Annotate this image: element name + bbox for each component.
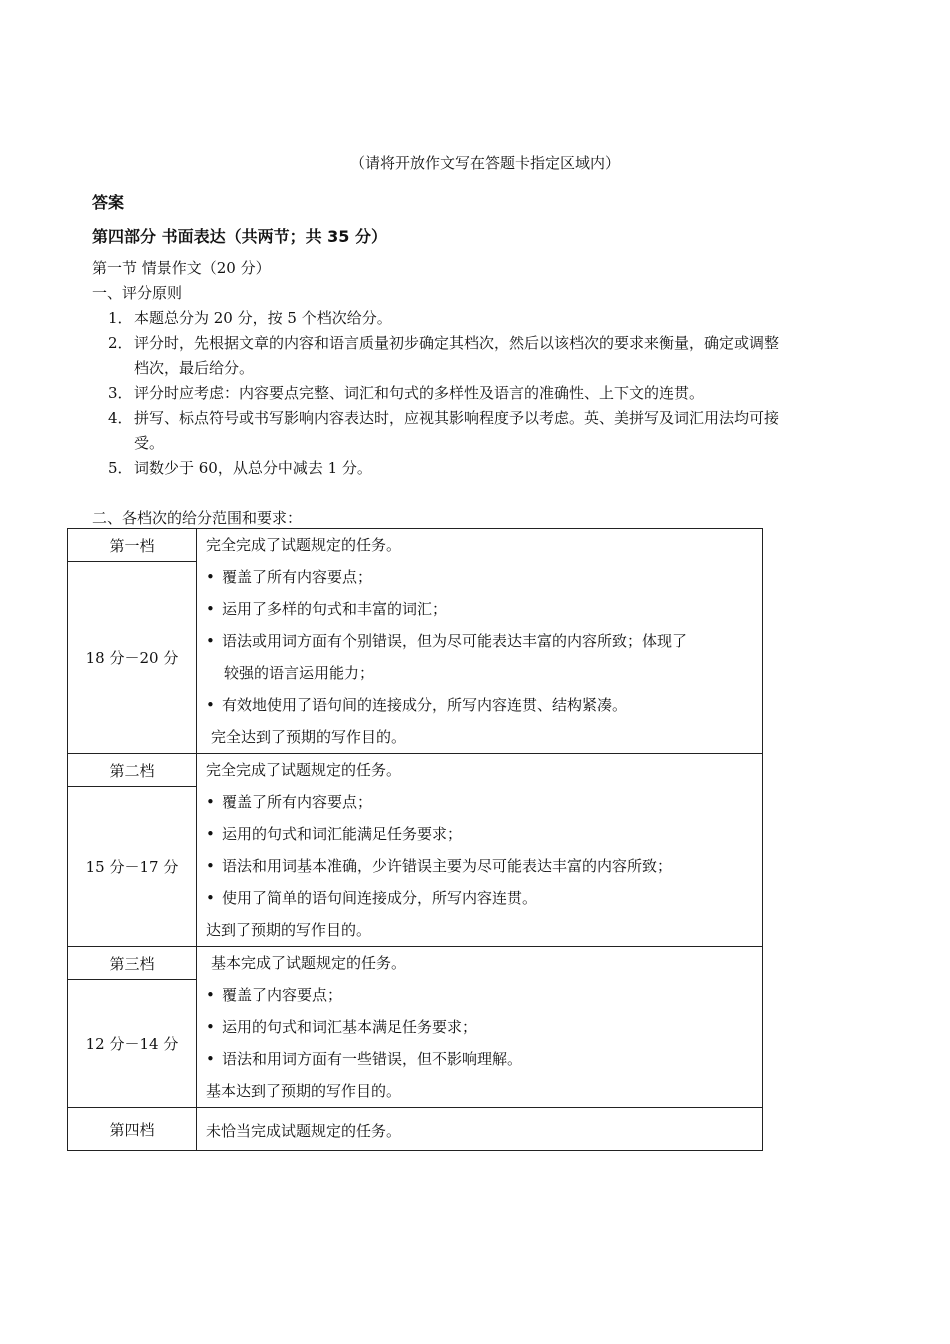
principle-number: 1．	[108, 309, 133, 327]
level-description	[197, 1108, 763, 1151]
table-row	[68, 947, 763, 980]
level-head: 完全完成了试题规定的任务。	[206, 536, 402, 554]
score-range: 18 分－20 分	[68, 562, 197, 754]
score-range: 12 分－14 分	[68, 980, 197, 1108]
criterion: • 使用了简单的语句间连接成分，所写内容连贯。	[206, 882, 762, 914]
level-name: 第一档	[68, 529, 197, 562]
level-description	[197, 529, 763, 754]
answer-heading: 答案	[92, 193, 125, 212]
criterion: • 运用的句式和词汇能满足任务要求；	[206, 818, 762, 850]
principle-item	[108, 307, 392, 328]
principle-text: 词数少于 60，从总分中减去 1 分。	[134, 459, 372, 477]
part-heading: 第四部分 书面表达（共两节；共 35 分）	[92, 227, 387, 246]
principle-number: 2．	[108, 334, 133, 352]
section-title: 第一节 情景作文（20 分）	[92, 259, 271, 277]
table-row	[68, 529, 763, 562]
grading-table	[67, 528, 763, 1151]
criterion: • 语法或用词方面有个别错误，但为尽可能表达丰富的内容所致；体现了	[206, 625, 762, 657]
criterion: • 覆盖了所有内容要点；	[206, 786, 762, 818]
principle-text: 本题总分为 20 分，按 5 个档次给分。	[134, 309, 392, 327]
level-name: 第四档	[68, 1108, 197, 1151]
principle-item	[108, 407, 779, 428]
level-name: 第三档	[68, 947, 197, 980]
principle-item	[108, 332, 779, 353]
level-head: 基本完成了试题规定的任务。	[211, 954, 407, 972]
level-foot: 达到了预期的写作目的。	[206, 921, 372, 939]
criterion: • 语法和用词基本准确，少许错误主要为尽可能表达丰富的内容所致；	[206, 850, 762, 882]
criterion: • 有效地使用了语句间的连接成分，所写内容连贯、结构紧凑。	[206, 689, 762, 721]
criterion: • 覆盖了内容要点；	[206, 979, 762, 1011]
level-foot: 基本达到了预期的写作目的。	[206, 1082, 402, 1100]
principle-item	[108, 457, 372, 478]
score-range: 15 分－17 分	[68, 787, 197, 947]
principle-continuation: 受。	[134, 434, 165, 452]
criterion: • 覆盖了所有内容要点；	[206, 561, 762, 593]
principle-number: 3．	[108, 384, 133, 402]
table-row	[68, 1108, 763, 1151]
level-foot: 完全达到了预期的写作目的。	[211, 728, 407, 746]
criterion: • 运用了多样的句式和丰富的词汇；	[206, 593, 762, 625]
level-head: 未恰当完成试题规定的任务。	[206, 1122, 402, 1140]
criterion: • 语法和用词方面有一些错误，但不影响理解。	[206, 1043, 762, 1075]
principle-item	[108, 382, 704, 403]
principle-text: 评分时，先根据文章的内容和语言质量初步确定其档次，然后以该档次的要求来衡量，确定或调整	[134, 334, 780, 352]
level-name: 第二档	[68, 754, 197, 787]
principle-continuation: 档次，最后给分。	[134, 359, 255, 377]
level-description	[197, 947, 763, 1108]
table-row	[68, 754, 763, 787]
principle-number: 5．	[108, 459, 133, 477]
principles-title: 一、评分原则	[92, 284, 183, 302]
levels-title: 二、各档次的给分范围和要求：	[92, 509, 303, 527]
principle-text: 评分时应考虑：内容要点完整、词汇和句式的多样性及语言的准确性、上下文的连贯。	[134, 384, 705, 402]
submission-note: （请将开放作文写在答题卡指定区域内）	[349, 154, 620, 172]
principle-text: 拼写、标点符号或书写影响内容表达时，应视其影响程度予以考虑。英、美拼写及词汇用法均可接	[134, 409, 780, 427]
criterion-continuation: 较强的语言运用能力；	[224, 664, 375, 682]
level-head: 完全完成了试题规定的任务。	[206, 761, 402, 779]
level-description	[197, 754, 763, 947]
principle-number: 4．	[108, 409, 133, 427]
criterion: • 运用的句式和词汇基本满足任务要求；	[206, 1011, 762, 1043]
